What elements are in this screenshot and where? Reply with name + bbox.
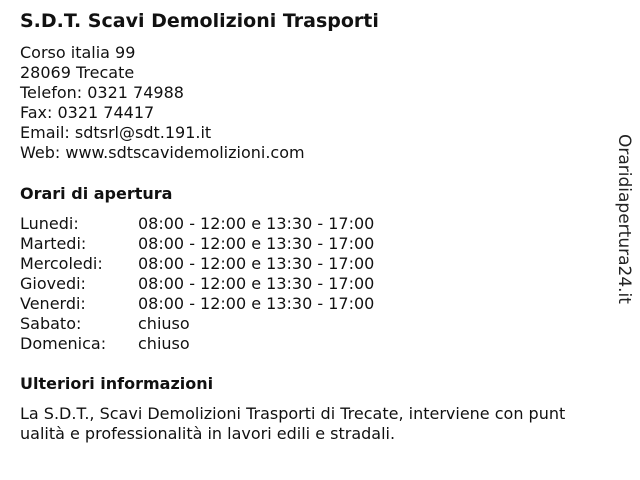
site-watermark: Oraridiapertura24.it xyxy=(614,134,634,304)
address-street: Corso italia 99 xyxy=(20,43,136,62)
watermark-container xyxy=(612,134,636,310)
day-label: Martedi: xyxy=(20,234,87,253)
time-value: chiuso xyxy=(138,314,190,333)
fax-number: Fax: 0321 74417 xyxy=(20,103,155,122)
further-info-heading: Ulteriori informazioni xyxy=(20,374,214,393)
day-label: Sabato: xyxy=(20,314,82,333)
contact-block xyxy=(20,43,305,163)
day-label: Mercoledi: xyxy=(20,254,103,273)
time-value: 08:00 - 12:00 e 13:30 - 17:00 xyxy=(138,254,375,273)
time-value: 08:00 - 12:00 e 13:30 - 17:00 xyxy=(138,214,375,233)
time-value: 08:00 - 12:00 e 13:30 - 17:00 xyxy=(138,294,375,313)
opening-hours-heading: Orari di apertura xyxy=(20,184,173,203)
website: Web: www.sdtscavidemolizioni.com xyxy=(20,143,305,162)
day-label: Giovedi: xyxy=(20,274,86,293)
email-address: Email: sdtsrl@sdt.191.it xyxy=(20,123,212,142)
time-value: 08:00 - 12:00 e 13:30 - 17:00 xyxy=(138,234,375,253)
info-line: ualità e professionalità in lavori edili e stradali. xyxy=(20,424,396,443)
phone-number: Telefon: 0321 74988 xyxy=(20,83,184,102)
day-label: Domenica: xyxy=(20,334,107,353)
day-label: Venerdi: xyxy=(20,294,86,313)
further-info-text xyxy=(20,404,620,444)
info-line: La S.D.T., Scavi Demolizioni Trasporti di Trecate, interviene con punt xyxy=(20,404,566,423)
business-name: S.D.T. Scavi Demolizioni Trasporti xyxy=(20,10,379,32)
day-label: Lunedi: xyxy=(20,214,79,233)
time-value: chiuso xyxy=(138,334,190,353)
time-value: 08:00 - 12:00 e 13:30 - 17:00 xyxy=(138,274,375,293)
address-city: 28069 Trecate xyxy=(20,63,135,82)
